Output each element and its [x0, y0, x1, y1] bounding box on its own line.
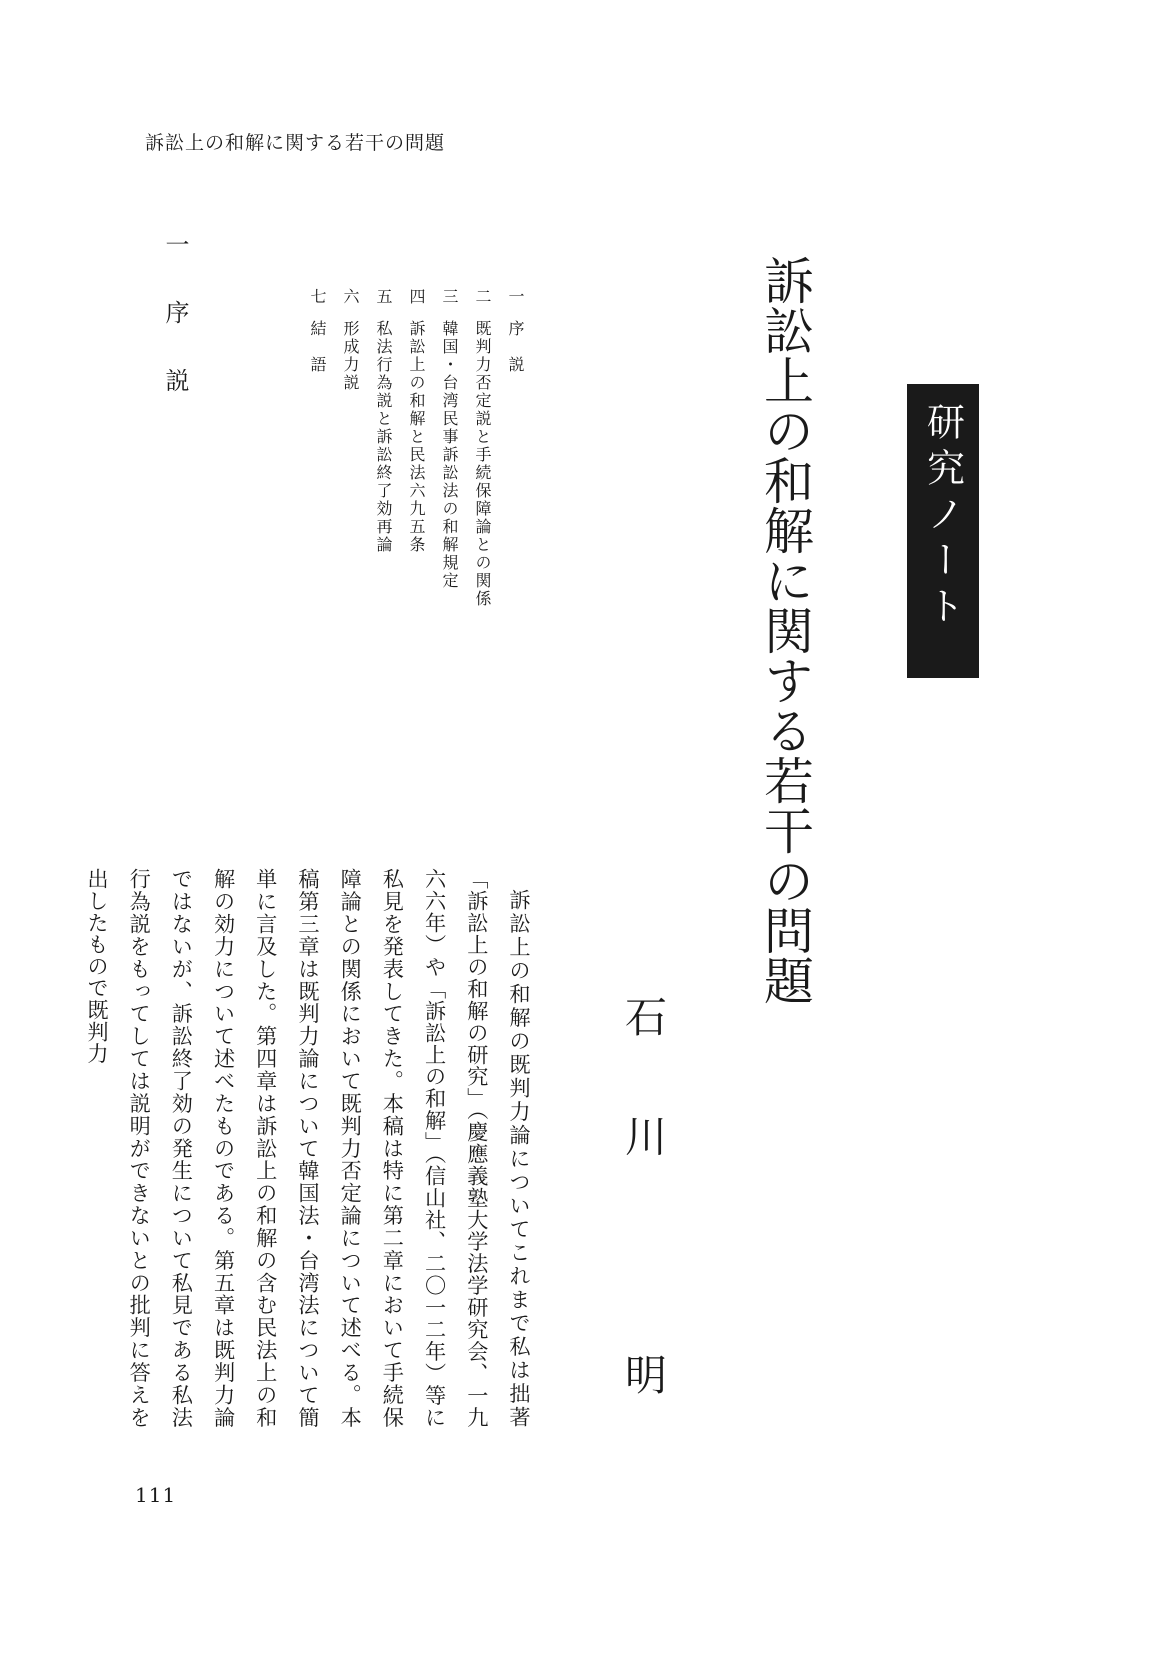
toc-item-number: 三: [440, 288, 459, 304]
toc-item-label: 形成力説: [341, 320, 360, 392]
section-heading: 一 序 説: [161, 232, 189, 392]
toc-item-number: 六: [341, 288, 360, 304]
toc-item-number: 四: [407, 288, 426, 304]
toc-item: [499, 288, 532, 688]
section-label: 研究ノート: [920, 402, 965, 632]
body-paragraph: 訴訟上の和解の既判力論についてこれまで私は拙著「訴訟上の和解の研究」（慶應義塾大学法学研究会、一九六六年）や「訴訟上の和解」（信山社、二〇一二年）等に私見を発表してきた。本稿は特に第二章において手続保障論との関係において既判力否定論について述べる。本稿第三章は既判力論について韓国法・台湾法について簡単に言及した。第四章は訴訟上の和解の含む民法上の和解の効力について述べたものである。第五章は既判力論ではないが、訴訟終了効の発生について私見である私法行為説をもってしては説明ができないとの批判に答えを出したもので既判力: [84, 868, 532, 1428]
toc-item: [334, 288, 367, 688]
toc-item-number: 二: [473, 288, 492, 304]
toc-item-label: 韓国・台湾民事訴訟法の和解規定: [440, 320, 459, 590]
toc-item: [367, 288, 400, 688]
running-header: 訴訟上の和解に関する若干の問題: [145, 132, 446, 154]
table-of-contents: [300, 288, 532, 688]
toc-item-number: 七: [308, 288, 327, 304]
toc-item-label: 既判力否定説と手続保障論との関係: [473, 320, 492, 608]
toc-item-label: 結 語: [308, 320, 327, 374]
toc-item: [400, 288, 433, 688]
toc-item: [301, 288, 334, 688]
author-name: 石川 明: [619, 995, 668, 1395]
toc-item-label: 訴訟上の和解と民法六九五条: [407, 320, 426, 554]
toc-item-number: 一: [506, 288, 525, 304]
page-number: 111: [135, 1483, 177, 1507]
toc-item: [433, 288, 466, 688]
toc-item-number: 五: [374, 288, 393, 304]
article-title: 訴訟上の和解に関する若干の問題: [756, 255, 814, 1005]
toc-item-label: 序 説: [506, 320, 525, 374]
toc-item: [466, 288, 499, 688]
toc-item-label: 私法行為説と訴訟終了効再論: [374, 320, 393, 554]
section-label-badge: [907, 384, 979, 678]
